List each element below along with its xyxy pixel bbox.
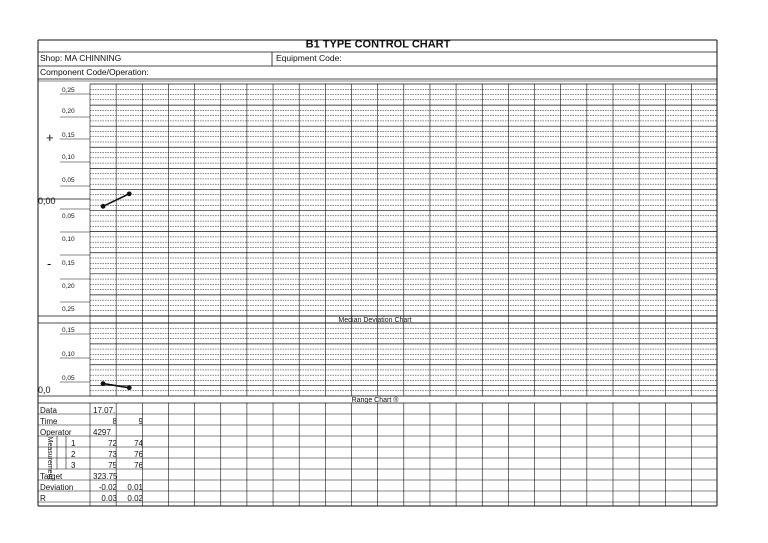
measurement-cell: 76 (134, 450, 143, 459)
chart-grid (38, 40, 717, 506)
time-cell: 9 (138, 417, 143, 426)
row-label-data: Data (40, 406, 57, 415)
measurement-cell: 74 (134, 439, 143, 448)
range-chart-caption: Range Chart ® (351, 397, 399, 404)
target-cell: 323.75 (93, 472, 118, 481)
measurement-cell: 72 (108, 439, 117, 448)
median-tick-label: 0,10 (62, 154, 75, 161)
range-cell: 0.03 (101, 494, 117, 503)
minus-sign: - (47, 256, 52, 271)
range-zero-label: 0,0 (38, 385, 51, 395)
measure-index: 2 (71, 450, 76, 459)
row-label-time: Time (40, 417, 58, 426)
median-tick-label: 0,15 (62, 260, 75, 267)
deviation-cell: -0.02 (98, 483, 117, 492)
median-tick-label: 0,20 (62, 283, 75, 290)
measurement-cell: 75 (108, 461, 117, 470)
measure-index: 3 (71, 461, 76, 470)
data-point (101, 204, 106, 209)
row-label-target: Target (40, 472, 63, 481)
median-tick-label: 0,05 (62, 177, 75, 184)
range-tick-label: 0,05 (62, 375, 75, 382)
time-cell: 8 (112, 417, 117, 426)
median-tick-label: 0,15 (62, 132, 75, 139)
component-code-label: Component Code/Operation: (40, 67, 149, 77)
equipment-code-label: Equipment Code: (276, 53, 342, 63)
row-label-measurement: Measurement (46, 436, 53, 480)
median-zero-label: 0,00 (38, 196, 56, 206)
shop-label: Shop: MA CHINNING (40, 53, 122, 63)
median-tick-label: 0,10 (62, 236, 75, 243)
data-point (127, 385, 132, 390)
measurement-cell: 73 (108, 450, 117, 459)
range-cell: 0.02 (127, 494, 143, 503)
median-chart-caption: Median Deviation Chart (338, 317, 412, 324)
data-point (127, 191, 132, 196)
deviation-cell: 0.01 (127, 483, 143, 492)
row-label-deviation: Deviation (40, 483, 74, 492)
measurement-cell: 76 (134, 461, 143, 470)
row-label-operator: Operator (40, 428, 72, 437)
median-tick-label: 0,05 (62, 213, 75, 220)
range-tick-label: 0,10 (62, 351, 75, 358)
data-point (101, 381, 106, 386)
range-tick-label: 0,15 (62, 327, 75, 334)
median-tick-label: 0,25 (62, 306, 75, 313)
date-cell: 17.07. (93, 406, 116, 415)
plus-sign: + (46, 130, 54, 145)
median-tick-label: 0,20 (62, 108, 75, 115)
row-label-range: R (40, 494, 46, 503)
median-tick-label: 0,25 (62, 87, 75, 94)
chart-title: B1 TYPE CONTROL CHART (305, 38, 451, 51)
measure-index: 1 (71, 439, 76, 448)
operator-cell: 4297 (93, 428, 111, 437)
